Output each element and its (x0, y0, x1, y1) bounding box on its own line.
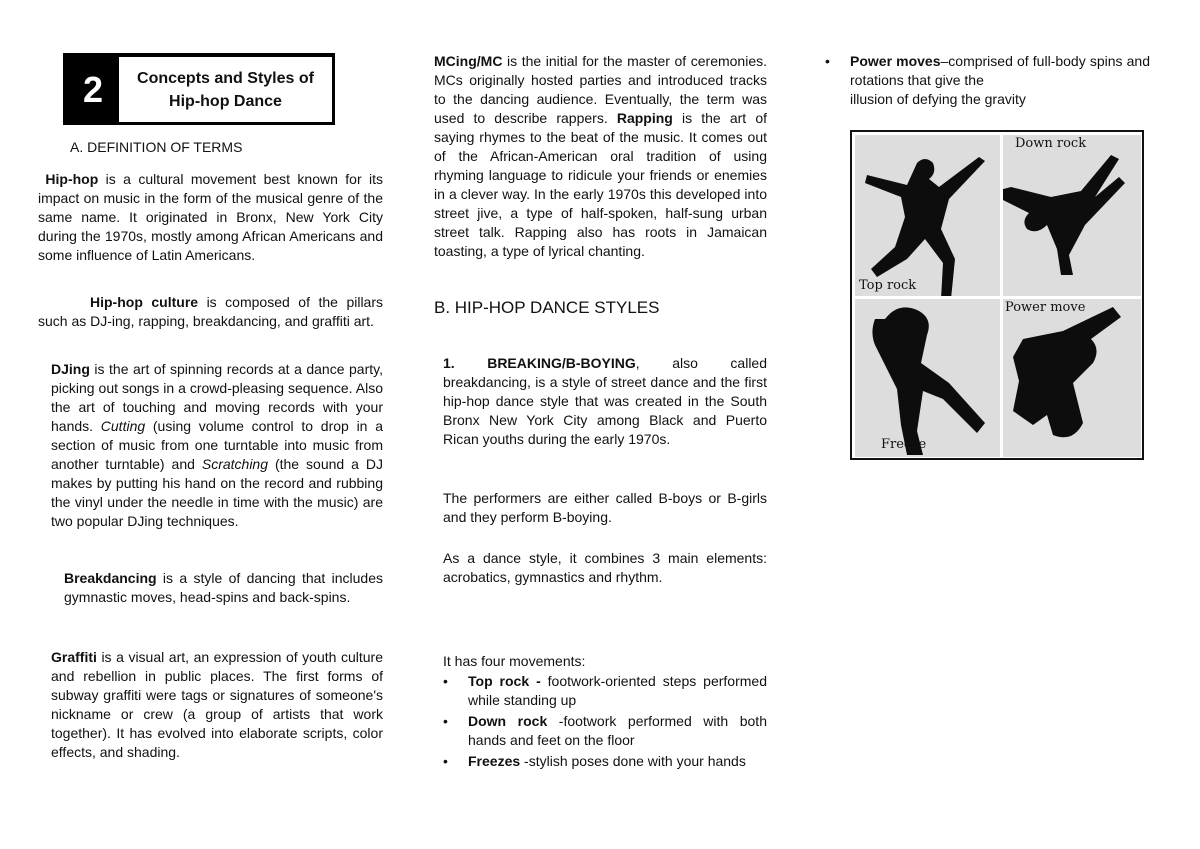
chapter-title-line2: Hip-hop Dance (169, 92, 282, 110)
djing-term: DJing (51, 361, 90, 377)
panel-freeze (855, 299, 1000, 457)
performers-text: The performers are either called B-boys or B-girls and they perform B-boying. (443, 490, 767, 525)
freeze-silhouette (855, 299, 1000, 457)
bullet: • (443, 713, 448, 729)
graffiti-definition: Graffiti is a visual art, an expression of youth culture and rebellion in public places. The first forms of subway graffiti were tags or signatures of someone's nickname or crew (a group of artists that work together). It has evolved into elaborate scripts, color effects, and shading. (51, 649, 383, 760)
section-b-heading: B. HIP-HOP DANCE STYLES (434, 298, 660, 317)
chapter-title (119, 57, 332, 122)
breaking-definition: 1. BREAKING/B-BOYING, also called breakdancing, is a style of street dance and the first hip-hop dance style that was created in the South Bronx New York City among Black and Puerto Rican youths during the early 1970s. (443, 355, 768, 447)
label-down-rock: Down rock (1015, 136, 1087, 151)
hiphop-definition: Hip-hop is a cultural movement best known for its impact on music in the form of the musical genre of the same name. It originated in Bronx, New York City during the 1970s, mostly among African Americans and some influence of Latin Americans. (38, 171, 383, 263)
four-movements-text: It has four movements: (443, 653, 586, 669)
djing-definition: DJing is the art of spinning records at a dance party, picking out songs in a crowd-pleasing sequence. Also the art of touching and moving records with your hands. Cutting (using volume control to drop in a section of music from one turntable into music from another turntable) and Scratching (the sound a DJ makes by putting his hand on the record and rubbing the vinyl under the needle in time with the music) are two popular DJing techniques. (51, 361, 383, 529)
rapping-term: Rapping (616, 110, 673, 126)
panel-down-rock (1003, 135, 1141, 296)
power-move-silhouette (1003, 299, 1141, 457)
chapter-header (63, 53, 335, 125)
dance-moves-figure (850, 130, 1144, 460)
mc-definition: MCing/MC is the initial for the master of ceremonies. MCs originally hosted parties and introduced tracks to the dancing audience. Eventually, the term was used to describe rappers. Rapping is the art of saying rhymes to the beat of the music. It comes out of the African-American oral tradition of using rhyming language to ridicule your friends or enemies in a clever way. In the early 1970s this developed into street jive, a type of half-spoken, half-sung urban street talk. Rapping also has roots in Jamaican toasting, a type of lyrical chanting. (434, 53, 767, 259)
label-freeze: Freeze (881, 437, 927, 452)
power-moves-item: • Power moves–comprised of full-body spins and rotations that give the illusion of defying the gravity (825, 53, 1150, 107)
label-top-rock: Top rock (859, 278, 917, 293)
elements-text: As a dance style, it combines 3 main elements: acrobatics, gymnastics and rhythm. (443, 550, 767, 585)
breakdancing-term: Breakdancing (64, 570, 157, 586)
breaking-term: 1. BREAKING/B-BOYING (443, 355, 636, 371)
mc-term: MCing/MC (434, 53, 503, 69)
hiphop-term: Hip-hop (45, 171, 99, 187)
chapter-number: 2 (67, 57, 119, 122)
section-a-heading: A. DEFINITION OF TERMS (70, 139, 243, 155)
list-item: • Freezes -stylish poses done with your hands (443, 753, 746, 769)
bullet: • (825, 53, 830, 69)
list-item: • Top rock - footwork-oriented steps performed while standing up (443, 673, 767, 708)
bullet: • (443, 753, 448, 769)
down-rock-silhouette (1003, 135, 1141, 296)
list-item: • Down rock -footwork performed with both hands and feet on the floor (443, 713, 767, 748)
bullet: • (443, 673, 448, 689)
chapter-title-line1: Concepts and Styles of (137, 69, 314, 87)
culture-term: Hip-hop culture (90, 294, 199, 310)
panel-top-rock (855, 135, 1000, 296)
graffiti-term: Graffiti (51, 649, 97, 665)
breakdancing-definition: Breakdancing is a style of dancing that includes gymnastic moves, head-spins and back-spins. (64, 570, 383, 605)
top-rock-silhouette (855, 135, 1000, 296)
power-moves-term: Power moves (850, 53, 941, 69)
label-power-move: Power move (1005, 300, 1086, 315)
hiphop-culture-definition: Hip-hop culture is composed of the pillars such as DJ-ing, rapping, breakdancing, and graffiti art. (38, 294, 384, 329)
panel-power-move (1003, 299, 1141, 457)
